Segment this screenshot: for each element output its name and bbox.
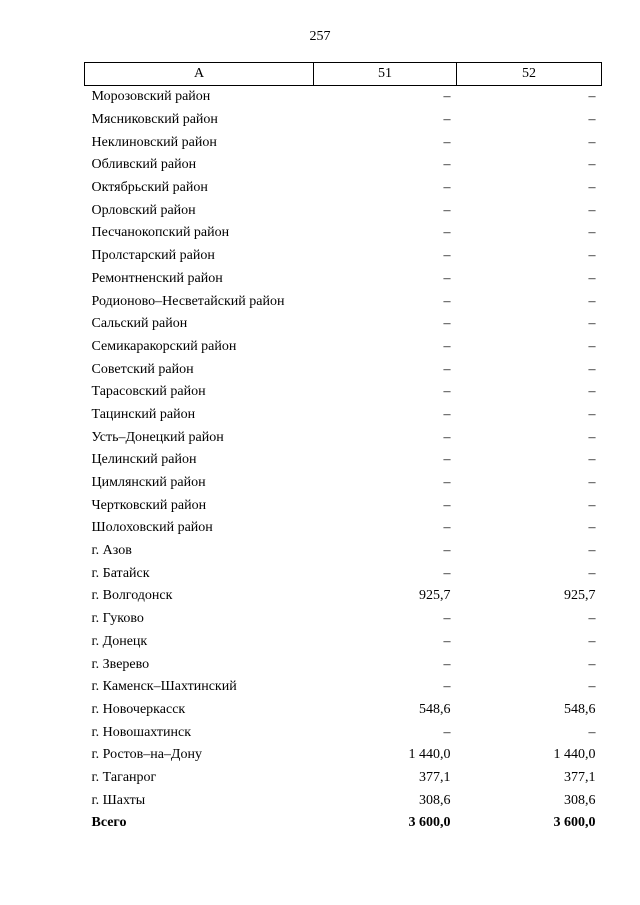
row-value-51-cell: 308,6 xyxy=(419,792,451,808)
table-row xyxy=(85,699,602,722)
row-value-51-cell: 377,1 xyxy=(419,769,451,785)
table-row xyxy=(85,449,602,472)
table-row xyxy=(85,494,602,517)
row-value-52-cell: 925,7 xyxy=(564,588,596,604)
row-value-51-cell: – xyxy=(443,134,451,150)
header-cell-name: А xyxy=(85,63,314,86)
row-value-51-cell: – xyxy=(443,180,451,196)
row-value-52-cell: – xyxy=(588,157,596,173)
table-row xyxy=(85,336,602,359)
table-row xyxy=(85,608,602,631)
table-row xyxy=(85,721,602,744)
row-value-52-cell: – xyxy=(588,89,596,105)
table-row xyxy=(85,290,602,313)
row-name-cell: г. Зверево xyxy=(91,656,150,672)
row-name-cell: Шолоховский район xyxy=(91,520,213,536)
row-value-52-cell: – xyxy=(588,656,596,672)
row-value-51-cell: – xyxy=(443,157,451,173)
row-value-52-cell: – xyxy=(588,497,596,513)
row-name-cell: г. Новочеркасск xyxy=(91,701,186,717)
row-value-52-cell: – xyxy=(588,384,596,400)
row-name-cell: г. Волгодонск xyxy=(91,588,173,604)
row-value-52-cell: – xyxy=(588,452,596,468)
header-row xyxy=(85,63,602,86)
row-value-51-cell: – xyxy=(443,316,451,332)
table-header xyxy=(85,63,602,86)
table-row xyxy=(85,222,602,245)
row-value-52-cell: – xyxy=(588,475,596,491)
row-name-cell: Советский район xyxy=(91,361,194,377)
row-value-51-cell: – xyxy=(443,497,451,513)
row-value-51-cell: – xyxy=(443,293,451,309)
row-value-52-cell: 308,6 xyxy=(564,792,596,808)
row-value-51-cell: – xyxy=(443,384,451,400)
table-row xyxy=(85,472,602,495)
table-row xyxy=(85,358,602,381)
total-row xyxy=(85,812,602,835)
row-value-52-cell: – xyxy=(588,293,596,309)
row-value-51-cell: – xyxy=(443,112,451,128)
row-value-52-cell: – xyxy=(588,112,596,128)
table-row xyxy=(85,426,602,449)
page-number: 257 xyxy=(309,29,331,44)
row-value-52-cell: 548,6 xyxy=(564,701,596,717)
row-name-cell: г. Шахты xyxy=(91,792,146,808)
total-value-52: 3 600,0 xyxy=(553,815,596,831)
row-value-51-cell: – xyxy=(443,429,451,445)
row-value-51-cell: – xyxy=(443,452,451,468)
row-value-52-cell: – xyxy=(588,611,596,627)
row-name-cell: г. Донецк xyxy=(91,633,148,649)
row-name-cell: Тацинский район xyxy=(91,406,196,422)
row-name-cell: г. Азов xyxy=(91,543,132,559)
row-value-52-cell: – xyxy=(588,338,596,354)
table-row xyxy=(85,131,602,154)
row-name-cell: Орловский район xyxy=(91,202,196,218)
row-value-52-cell: – xyxy=(588,316,596,332)
table-row xyxy=(85,245,602,268)
table-body xyxy=(85,86,602,835)
row-name-cell: Родионово–Несветайский район xyxy=(91,293,285,309)
table-row xyxy=(85,653,602,676)
data-table xyxy=(84,62,602,835)
row-value-51-cell: – xyxy=(443,611,451,627)
row-name-cell: Сальский район xyxy=(91,316,188,332)
table-row xyxy=(85,585,602,608)
table-row xyxy=(85,631,602,654)
table-row xyxy=(85,313,602,336)
row-value-52-cell: – xyxy=(588,565,596,581)
header-cell-52: 52 xyxy=(457,63,602,86)
header-cell-51: 51 xyxy=(314,63,457,86)
row-value-51-cell: – xyxy=(443,475,451,491)
row-name-cell: г. Таганрог xyxy=(91,769,157,785)
row-value-51-cell: – xyxy=(443,361,451,377)
row-value-51-cell: – xyxy=(443,565,451,581)
row-value-52-cell: – xyxy=(588,633,596,649)
row-name-cell: Октябрьский район xyxy=(91,180,208,196)
table-row xyxy=(85,381,602,404)
total-label: Всего xyxy=(91,815,127,831)
row-value-52-cell: – xyxy=(588,248,596,264)
table-row xyxy=(85,109,602,132)
table-row xyxy=(85,199,602,222)
row-value-51-cell: – xyxy=(443,520,451,536)
row-value-51-cell: – xyxy=(443,724,451,740)
row-name-cell: г. Каменск–Шахтинский xyxy=(91,679,237,695)
table-row xyxy=(85,562,602,585)
table-row xyxy=(85,744,602,767)
row-name-cell: Тарасовский район xyxy=(91,384,206,400)
row-name-cell: г. Гуково xyxy=(91,611,144,627)
row-value-52-cell: – xyxy=(588,679,596,695)
row-value-51-cell: – xyxy=(443,202,451,218)
table-row xyxy=(85,177,602,200)
row-name-cell: Чертковский район xyxy=(91,497,207,513)
row-value-51-cell: 1 440,0 xyxy=(408,747,451,763)
row-name-cell: г. Ростов–на–Дону xyxy=(91,747,202,763)
row-value-51-cell: 925,7 xyxy=(419,588,451,604)
table-row xyxy=(85,154,602,177)
row-name-cell: Песчанокопский район xyxy=(91,225,230,241)
table-row xyxy=(85,517,602,540)
row-value-52-cell: – xyxy=(588,520,596,536)
row-value-52-cell: – xyxy=(588,429,596,445)
row-value-52-cell: – xyxy=(588,543,596,559)
row-value-51-cell: – xyxy=(443,248,451,264)
row-name-cell: Целинский район xyxy=(91,452,197,468)
row-value-52-cell: – xyxy=(588,202,596,218)
row-name-cell: Семикаракорский район xyxy=(91,338,237,354)
table-row xyxy=(85,86,602,109)
row-name-cell: г. Новошахтинск xyxy=(91,724,192,740)
row-name-cell: Обливский район xyxy=(91,157,197,173)
row-name-cell: Усть–Донецкий район xyxy=(91,429,224,445)
row-value-51-cell: – xyxy=(443,633,451,649)
table-row xyxy=(85,404,602,427)
row-value-52-cell: – xyxy=(588,134,596,150)
row-value-52-cell: – xyxy=(588,270,596,286)
row-value-52-cell: – xyxy=(588,225,596,241)
row-value-51-cell: – xyxy=(443,270,451,286)
table-row xyxy=(85,789,602,812)
row-value-52-cell: – xyxy=(588,724,596,740)
table-row xyxy=(85,540,602,563)
row-value-51-cell: – xyxy=(443,656,451,672)
total-value-51: 3 600,0 xyxy=(408,815,451,831)
row-name-cell: Мясниковский район xyxy=(91,112,218,128)
table-row xyxy=(85,268,602,291)
row-value-52-cell: – xyxy=(588,361,596,377)
row-value-51-cell: – xyxy=(443,679,451,695)
row-value-52-cell: – xyxy=(588,406,596,422)
row-name-cell: Пролстарский район xyxy=(91,248,215,264)
row-name-cell: Морозовский район xyxy=(91,89,211,105)
row-value-51-cell: – xyxy=(443,89,451,105)
row-value-51-cell: – xyxy=(443,406,451,422)
row-value-51-cell: 548,6 xyxy=(419,701,451,717)
row-name-cell: Цимлянский район xyxy=(91,475,206,491)
row-value-52-cell: 377,1 xyxy=(564,769,596,785)
table-row xyxy=(85,767,602,790)
row-value-52-cell: – xyxy=(588,180,596,196)
row-value-51-cell: – xyxy=(443,338,451,354)
row-name-cell: Неклиновский район xyxy=(91,134,217,150)
row-value-51-cell: – xyxy=(443,543,451,559)
table-row xyxy=(85,676,602,699)
row-name-cell: Ремонтненский район xyxy=(91,270,223,286)
row-value-51-cell: – xyxy=(443,225,451,241)
row-value-52-cell: 1 440,0 xyxy=(553,747,596,763)
row-name-cell: г. Батайск xyxy=(91,565,150,581)
